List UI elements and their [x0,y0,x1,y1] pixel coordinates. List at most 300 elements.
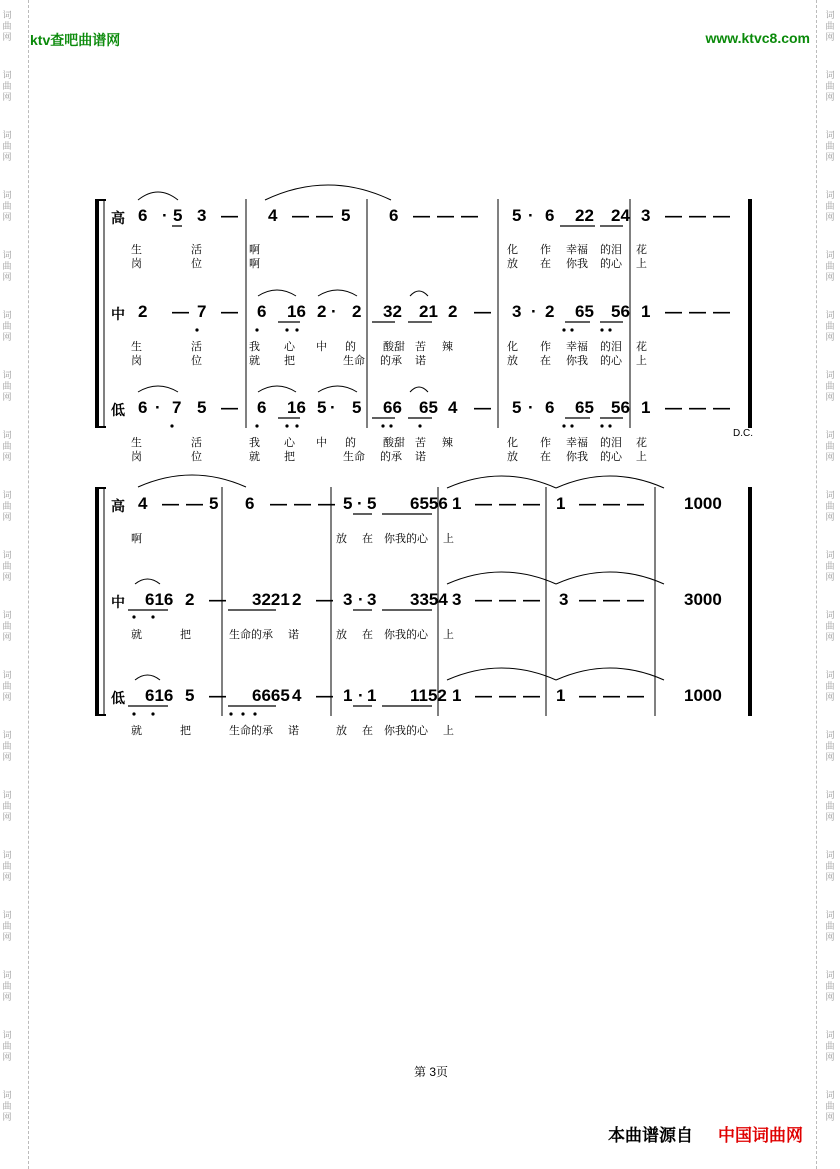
note: 7 [197,302,207,321]
note: 1 [556,686,566,705]
watermark-text: 词 曲 网 [2,730,12,762]
note: 2 [448,302,458,321]
note: · [358,590,364,609]
slur [556,572,664,584]
lyric: 啊 [131,533,142,545]
watermark-text: 词 曲 网 [825,730,835,762]
site-name-left[interactable]: ktv查吧曲谱网 [30,32,121,48]
note: 6 [138,206,148,225]
note: — [579,590,596,609]
watermark-text: 词 曲 网 [825,670,835,702]
octave-dot [570,424,573,427]
note: · [531,302,537,321]
watermark-text: 词 曲 网 [2,850,12,882]
note: — [603,590,620,609]
note: — [209,590,226,609]
note: 3 [452,590,462,609]
lyric: 放 [507,355,518,367]
note: 6665 [252,686,290,705]
note: 65 [575,302,594,321]
octave-dot [562,424,565,427]
lyric: 上 [636,258,647,270]
watermark-text: 词 曲 网 [2,670,12,702]
part-label: 高 [111,210,125,226]
note: 6 [245,494,255,513]
watermark-text: 词 曲 网 [825,250,835,282]
octave-dot [285,424,288,427]
watermark-text: 词 曲 网 [825,190,835,222]
note: — [523,686,540,705]
slur [410,291,428,296]
part-label: 低 [111,690,125,706]
note: 4 [448,398,458,417]
lyric: 酸甜 [383,437,405,449]
lyric: 放 [336,629,347,641]
lyric: 就 [131,629,142,641]
lyric: 心 [284,437,295,449]
lyric: 在 [362,629,373,641]
octave-dot [418,424,421,427]
watermark-text: 词 曲 网 [2,430,12,462]
slur [138,386,178,392]
lyric: 在 [362,533,373,545]
watermark-text: 词 曲 网 [2,310,12,342]
lyric: 的心 [600,355,622,367]
watermark-text: 词 曲 网 [825,70,835,102]
lyric: 就 [249,355,260,367]
note: 2 [138,302,148,321]
lyric: 的泪 [600,437,622,449]
slur [556,476,664,488]
note: — [579,686,596,705]
watermark-text: 词 曲 网 [825,370,835,402]
lyric: 在 [540,451,551,463]
site-url-right[interactable]: www.ktvc8.com [705,30,810,46]
octave-dot [195,328,198,331]
note: 2 [185,590,195,609]
note: — [221,302,238,321]
note: · [331,302,337,321]
note: — [689,398,706,417]
lyric: 就 [249,451,260,463]
lyric: 苦 [415,437,426,449]
octave-dot [389,424,392,427]
note: 4 [292,686,302,705]
octave-dot [600,328,603,331]
note: — [603,494,620,513]
note: 6 [257,398,267,417]
lyric: 放 [507,258,518,270]
note: — [689,206,706,225]
note: 5 [352,398,362,417]
note: — [713,302,730,321]
lyric: 的 [345,341,356,353]
lyric: 我 [249,437,260,449]
note: — [294,494,311,513]
note: 56 [611,398,630,417]
source-site-link[interactable]: 中国词曲网 [718,1126,803,1145]
note: · [358,686,364,705]
lyric: 生 [131,244,142,256]
note: 2 [317,302,327,321]
note: — [579,494,596,513]
octave-dot [132,712,135,715]
note: 4 [268,206,278,225]
watermark-text: 词 曲 网 [2,490,12,522]
watermark-text: 词 曲 网 [825,850,835,882]
lyric: 花 [636,341,647,353]
note: — [499,494,516,513]
slur [447,476,556,488]
lyric: 在 [540,258,551,270]
lyric: 岗 [131,355,142,367]
octave-dot [151,615,154,618]
da-capo-mark: D.C. [733,428,753,439]
note: 66 [383,398,402,417]
note: — [627,686,644,705]
note: — [475,590,492,609]
note: 6 [545,398,555,417]
note: — [523,494,540,513]
note: — [316,206,333,225]
note: — [316,686,333,705]
note: 56 [611,302,630,321]
watermark-text: 词 曲 网 [825,790,835,822]
lyric: 作 [540,341,551,353]
lyric: 的承 [380,451,402,463]
note: — [713,398,730,417]
note: 1152 [410,686,447,705]
source-label: 本曲谱源自 [608,1126,693,1145]
lyric: 辣 [442,437,453,449]
lyric: 上 [443,725,454,737]
note: — [413,206,430,225]
lyric: 上 [443,629,454,641]
note: 3 [343,590,353,609]
octave-dot [295,424,298,427]
watermark-text: 词 曲 网 [2,910,12,942]
note: 5 [512,206,522,225]
note: 65 [575,398,594,417]
note: — [627,590,644,609]
octave-dot [608,328,611,331]
lyric: 位 [191,355,202,367]
note: 1 [641,302,651,321]
note: 3 [559,590,569,609]
note: — [172,302,189,321]
watermark-text: 词 曲 网 [825,550,835,582]
watermark-text: 词 曲 网 [2,1030,12,1062]
slur [138,475,246,487]
note: · [357,494,363,513]
note: — [499,590,516,609]
lyric: 的心 [600,451,622,463]
watermark-text: 词 曲 网 [2,70,12,102]
slur [135,675,160,680]
lyric: 岗 [131,258,142,270]
note: 32 [383,302,402,321]
octave-dot [170,424,173,427]
slur [258,386,296,392]
lyric: 花 [636,437,647,449]
watermark-text: 词 曲 网 [2,370,12,402]
note: 1000 [684,686,722,705]
note: 3 [512,302,522,321]
slur [410,387,428,392]
watermark-text: 词 曲 网 [2,250,12,282]
note: — [270,494,287,513]
lyric: 心 [284,341,295,353]
watermark-text: 词 曲 网 [825,1030,835,1062]
lyric: 活 [191,341,202,353]
note: — [665,302,682,321]
note: — [318,494,335,513]
lyric: 你我的心 [384,533,428,545]
watermark-text: 词 曲 网 [2,130,12,162]
note: — [209,686,226,705]
watermark-text: 词 曲 网 [825,910,835,942]
note: 5 [343,494,353,513]
octave-dot [295,328,298,331]
watermark-text: 词 曲 网 [825,430,835,462]
note: 22 [575,206,594,225]
lyric: 放 [336,725,347,737]
note: 1 [452,494,462,513]
lyric: 诺 [288,725,299,737]
watermark-text: 词 曲 网 [825,130,835,162]
lyric: 在 [540,355,551,367]
lyric: 在 [362,725,373,737]
note: — [713,206,730,225]
octave-dot [241,712,244,715]
note: — [665,398,682,417]
lyric: 你我 [566,451,588,463]
note: 1 [641,398,651,417]
slur [556,668,664,680]
lyric: 活 [191,244,202,256]
lyric: 生命的承 [229,629,273,641]
lyric: 化 [507,244,518,256]
watermark-text: 词 曲 网 [2,1090,12,1122]
lyric: 诺 [415,355,426,367]
note: — [475,494,492,513]
part-label: 低 [111,402,125,418]
octave-dot [229,712,232,715]
note: — [221,398,238,417]
note: — [603,686,620,705]
note: 5 [197,398,207,417]
note: — [689,302,706,321]
lyric: 的承 [380,355,402,367]
note: 5 [317,398,327,417]
lyric: 把 [284,451,295,463]
octave-dot [381,424,384,427]
note: 1 [367,686,377,705]
lyric: 中 [316,341,327,353]
note: — [474,398,491,417]
note: 1 [343,686,353,705]
octave-dot [132,615,135,618]
note: 5 [209,494,219,513]
note: — [292,206,309,225]
lyric: 岗 [131,451,142,463]
lyric: 诺 [415,451,426,463]
note: · [162,206,168,225]
note: 3354 [410,590,448,609]
lyric: 生命的承 [229,725,273,737]
lyric: 啊 [249,258,260,270]
note: — [499,686,516,705]
slur [135,579,160,584]
lyric: 作 [540,437,551,449]
note: — [221,206,238,225]
lyric: 幸福 [566,341,588,353]
watermark-text: 词 曲 网 [2,970,12,1002]
note: 5 [341,206,351,225]
note: · [528,398,534,417]
note: 6 [389,206,399,225]
note: · [528,206,534,225]
note: 616 [145,686,174,705]
lyric: 你我 [566,258,588,270]
note: · [155,398,161,417]
lyric: 生命 [343,451,365,463]
note: 2 [545,302,555,321]
lyric: 放 [507,451,518,463]
lyric: 化 [507,341,518,353]
watermark-text: 词 曲 网 [2,190,12,222]
lyric: 幸福 [566,437,588,449]
part-label: 中 [111,306,125,322]
lyric: 生 [131,437,142,449]
lyric: 化 [507,437,518,449]
octave-dot [253,712,256,715]
lyric: 就 [131,725,142,737]
slur [318,290,357,296]
note: 7 [172,398,182,417]
part-label: 中 [111,594,125,610]
lyric: 幸福 [566,244,588,256]
octave-dot [285,328,288,331]
octave-dot [562,328,565,331]
note: — [186,494,203,513]
note: 21 [419,302,438,321]
note: 616 [145,590,174,609]
note: 24 [611,206,630,225]
note: 3 [641,206,651,225]
note: — [665,206,682,225]
lyric: 的泪 [600,244,622,256]
lyric: 你我的心 [384,629,428,641]
note: 1 [452,686,462,705]
lyric: 中 [316,437,327,449]
slur [447,572,556,584]
watermark-text: 词 曲 网 [825,310,835,342]
watermark-text: 词 曲 网 [2,790,12,822]
lyric: 上 [443,533,454,545]
lyric: 生命 [343,355,365,367]
watermark-text: 词 曲 网 [2,550,12,582]
octave-dot [608,424,611,427]
note: — [627,494,644,513]
note: 3221 [252,590,290,609]
note: — [475,686,492,705]
lyric: 的泪 [600,341,622,353]
slur [138,192,178,200]
note: 5 [512,398,522,417]
slur [318,386,357,392]
note: — [437,206,454,225]
lyric: 辣 [442,341,453,353]
lyric: 生 [131,341,142,353]
watermark-text: 词 曲 网 [825,10,835,42]
slur [447,668,556,680]
part-label: 高 [111,498,125,514]
lyric: 位 [191,451,202,463]
lyric: 把 [180,629,191,641]
lyric: 把 [180,725,191,737]
note: · [330,398,336,417]
lyric: 苦 [415,341,426,353]
note: 3 [197,206,207,225]
lyric: 我 [249,341,260,353]
watermark-text: 词 曲 网 [825,1090,835,1122]
page-number: 第 3页 [414,1065,449,1079]
note: 6556 [410,494,448,513]
lyric: 上 [636,355,647,367]
note: 5 [185,686,195,705]
note: 3000 [684,590,722,609]
octave-dot [600,424,603,427]
note: — [523,590,540,609]
lyric: 你我的心 [384,725,428,737]
note: 1 [556,494,566,513]
lyric: 活 [191,437,202,449]
note: 65 [419,398,438,417]
note: 2 [292,590,302,609]
watermark-text: 词 曲 网 [825,970,835,1002]
note: 6 [545,206,555,225]
lyric: 位 [191,258,202,270]
octave-dot [255,328,258,331]
note: 2 [352,302,362,321]
note: 16 [287,302,306,321]
note: 6 [138,398,148,417]
watermark-text: 词 曲 网 [2,10,12,42]
octave-dot [151,712,154,715]
lyric: 把 [284,355,295,367]
lyric: 放 [336,533,347,545]
note: 4 [138,494,148,513]
note: — [316,590,333,609]
octave-dot [255,424,258,427]
lyric: 的 [345,437,356,449]
note: — [162,494,179,513]
note: 5 [367,494,377,513]
lyric: 酸甜 [383,341,405,353]
lyric: 你我 [566,355,588,367]
lyric: 花 [636,244,647,256]
octave-dot [570,328,573,331]
slur [265,185,391,200]
watermark-text: 词 曲 网 [825,610,835,642]
note: 16 [287,398,306,417]
watermark-text: 词 曲 网 [2,610,12,642]
lyric: 诺 [288,629,299,641]
note: 6 [257,302,267,321]
lyric: 的心 [600,258,622,270]
slur [258,290,296,296]
